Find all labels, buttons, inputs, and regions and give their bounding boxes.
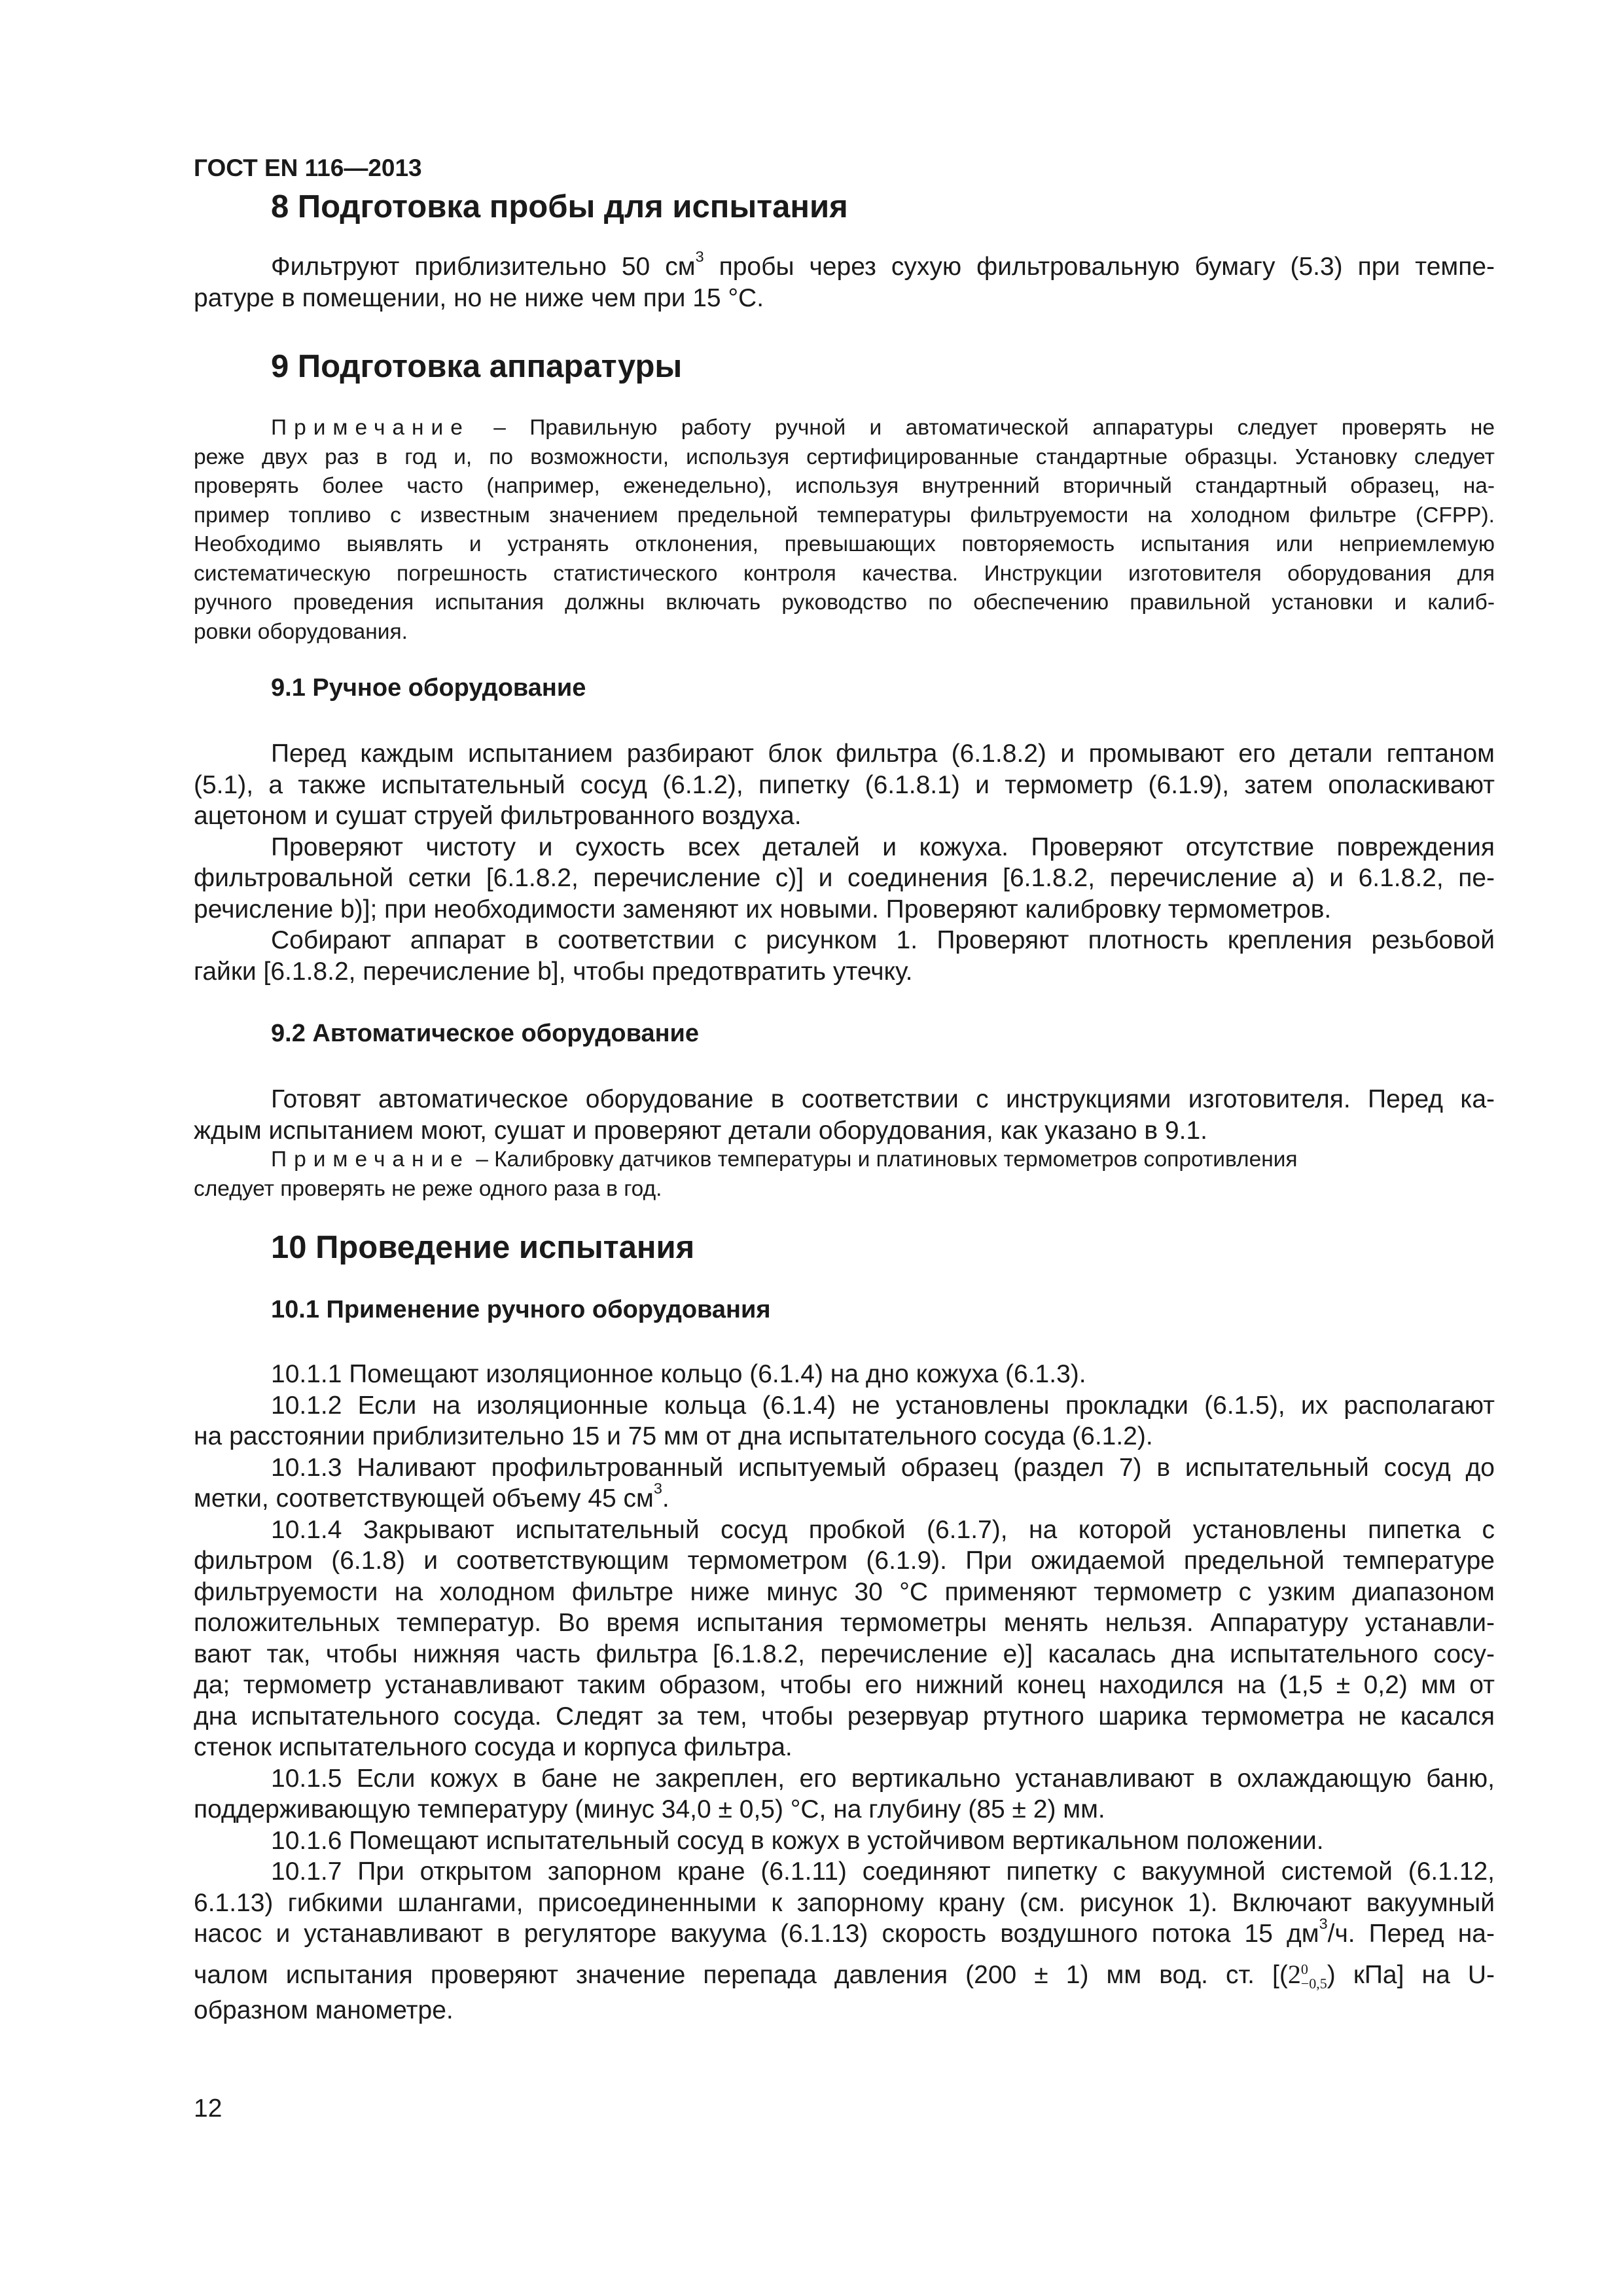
s10-line-1: 10.1.1 Помещают изоляционное кольцо (6.1.4) на дно кожуха (6.1.3).	[271, 1360, 1086, 1388]
section-9-2-text	[194, 1084, 1495, 1146]
superscript: 3	[653, 1480, 662, 1498]
section-9-2-note	[194, 1145, 1495, 1204]
s10-line-10: вают так, чтобы нижняя часть фильтра [6.1.8.2, перечисление е)] касалась дна испытательного сосу-	[194, 1640, 1495, 1668]
s10-line-15: поддерживающую температуру (минус 34,0 ± 0,5) °С, на глубину (85 ± 2) мм.	[194, 1795, 1105, 1823]
note-label: Примечание	[271, 416, 470, 440]
s8-line-2: ратуре в помещении, но не ниже чем при 15 °С.	[194, 283, 764, 312]
section-9-1-title: 9.1 Ручное оборудование	[271, 674, 586, 702]
s92-line-1: Готовят автоматическое оборудование в соответствии с инструкциями изготовителя. Перед ка-	[271, 1085, 1495, 1113]
s10-line-4: 10.1.3 Наливают профильтрованный испытуемый образец (раздел 7) в испытательный сосуд до	[271, 1453, 1495, 1482]
s10-line-20: чалом испытания проверяют значение перепада давления (200 ± 1) мм вод. ст. [(2 0 −0,5 ) кПа] на U-	[194, 1959, 1495, 1992]
section-8-title: 8 Подготовка пробы для испытания	[271, 189, 848, 224]
upper-tolerance: 0	[1300, 1961, 1308, 1978]
s10-line-12: дна испытательного сосуда. Следят за тем, чтобы резервуар ртутного шарика термометра не касался	[194, 1702, 1495, 1731]
s10-line-16: 10.1.6 Помещают испытательный сосуд в кожух в устойчивом вертикальном положении.	[271, 1826, 1324, 1855]
note-line-7: ручного проведения испытания должны включать руководство по обеспечению правильной установки и калиб-	[194, 590, 1495, 615]
s10-line-13: стенок испытательного сосуда и корпуса фильтра.	[194, 1733, 793, 1761]
s91-line-3: ацетоном и сушат струей фильтрованного воздуха.	[194, 802, 802, 830]
note-line-3: проверять более часто (например, еженедельно), используя внутренний вторичный стандартный образец, на-	[194, 474, 1495, 498]
note-line-8: ровки оборудования.	[194, 619, 408, 644]
s10-line-11: да; термометр устанавливают таким образом, чтобы его нижний конец находился на (1,5 ± 0,2) мм от	[194, 1671, 1495, 1699]
s10-line-7: фильтром (6.1.8) и соответствующим термометром (6.1.9). При ожидаемой предельной температуре	[194, 1547, 1495, 1575]
tolerance-expression: 2 0 −0,5	[1287, 1959, 1327, 1992]
s10-line-19: насос и устанавливают в регуляторе вакуума (6.1.13) скорость воздушного потока 15 $дм^3/ч$. Перед на-	[194, 1915, 1495, 1948]
section-9-2-title: 9.2 Автоматическое оборудование	[271, 1020, 700, 1047]
s91-line-5: фильтровальной сетки [6.1.8.2, перечисление с)] и соединения [6.1.8.2, перечисление а) и 6.1.8.2, пе-	[194, 864, 1495, 892]
s10-line-3: на расстоянии приблизительно 15 и 75 мм от дна испытательного сосуда (6.1.2).	[194, 1422, 1153, 1450]
superscript: 3	[695, 248, 704, 266]
note-line-6: систематическую погрешность статистического контроля качества. Инструкции изготовителя оборудования для	[194, 561, 1495, 586]
s10-line-21: образном манометре.	[194, 1996, 454, 2025]
s91-line-4: Проверяют чистоту и сухость всех деталей и кожуха. Проверяют отсутствие повреждения	[271, 833, 1495, 861]
s10-line-2: 10.1.2 Если на изоляционные кольца (6.1.4) не установлены прокладки (6.1.5), их располагают	[271, 1391, 1495, 1420]
section-8-paragraph	[194, 248, 1495, 314]
s92-line-2: ждым испытанием моют, сушат и проверяют детали оборудования, как указано в 9.1.	[194, 1116, 1207, 1145]
s91-line-8: гайки [6.1.8.2, перечисление b], чтобы предотвратить утечку.	[194, 957, 913, 986]
superscript: 3	[1319, 1915, 1328, 1933]
section-9-note	[194, 414, 1495, 647]
s91-line-7: Собирают аппарат в соответствии с рисунком 1. Проверяют плотность крепления резьбовой	[271, 926, 1495, 954]
s91-line-6: речисление b)]; при необходимости заменяют их новыми. Проверяют калибровку термометров.	[194, 895, 1332, 924]
section-10-title: 10 Проведение испытания	[271, 1230, 695, 1265]
s10-line-5: метки, соответствующей объему 45 $см^3$.	[194, 1480, 669, 1513]
note-line-5: Необходимо выявлять и устранять отклонения, превышающих повторяемость испытания или неприемлемую	[194, 532, 1495, 556]
section-9-1-text	[194, 738, 1495, 987]
page-number: 12	[194, 2094, 223, 2123]
note-line-1: Примечание – Правильную работу ручной и автоматической аппаратуры следует проверять не	[271, 416, 1495, 440]
s92-note-line-2: следует проверять не реже одного раза в год.	[194, 1176, 662, 1201]
document-header: ГОСТ EN 116—2013	[194, 154, 422, 181]
s91-line-1: Перед каждым испытанием разбирают блок фильтра (6.1.8.2) и промывают его детали гептаном	[271, 740, 1495, 768]
note-line-4: пример топливо с известным значением предельной температуры фильтруемости на холодном фильтре (CFPP).	[194, 503, 1495, 528]
section-10-1-text	[194, 1359, 1495, 2026]
s10-line-9: положительных температур. Во время испытания термометры менять нельзя. Аппаратуру устанавли-	[194, 1609, 1495, 1637]
s10-line-6: 10.1.4 Закрывают испытательный сосуд пробкой (6.1.7), на которой установлены пипетка с	[271, 1515, 1495, 1544]
s92-note-line-1: Примечание – Калибровку датчиков температуры и платиновых термометров сопротивления	[271, 1147, 1298, 1172]
s10-line-8: фильтруемости на холодном фильтре ниже минус 30 °С применяют термометр с узким диапазоном	[194, 1577, 1495, 1606]
s10-line-17: 10.1.7 При открытом запорном кране (6.1.11) соединяют пипетку с вакуумной системой (6.1.12,	[271, 1857, 1495, 1886]
section-9-title: 9 Подготовка аппаратуры	[271, 349, 683, 384]
s10-line-14: 10.1.5 Если кожух в бане не закреплен, его вертикально устанавливают в охлаждающую баню,	[271, 1764, 1495, 1793]
note-line-2: реже двух раз в год и, по возможности, используя сертифицированные стандартные образцы. Установку следует	[194, 444, 1495, 469]
s91-line-2: (5.1), а также испытательный сосуд (6.1.2), пипетку (6.1.8.1) и термометр (6.1.9), затем ополаскивают	[194, 770, 1495, 799]
s10-line-18: 6.1.13) гибкими шлангами, присоединенными к запорному крану (см. рисунок 1). Включают вакуумный	[194, 1888, 1495, 1917]
note-label: Примечание	[271, 1147, 470, 1172]
section-10-1-title: 10.1 Применение ручного оборудования	[271, 1296, 771, 1323]
s8-line-1: Фильтруют приблизительно 50 $см^3$ пробы через сухую фильтровальную бумагу (5.3) при темпе-	[271, 248, 1495, 281]
lower-tolerance: −0,5	[1300, 1975, 1327, 1992]
